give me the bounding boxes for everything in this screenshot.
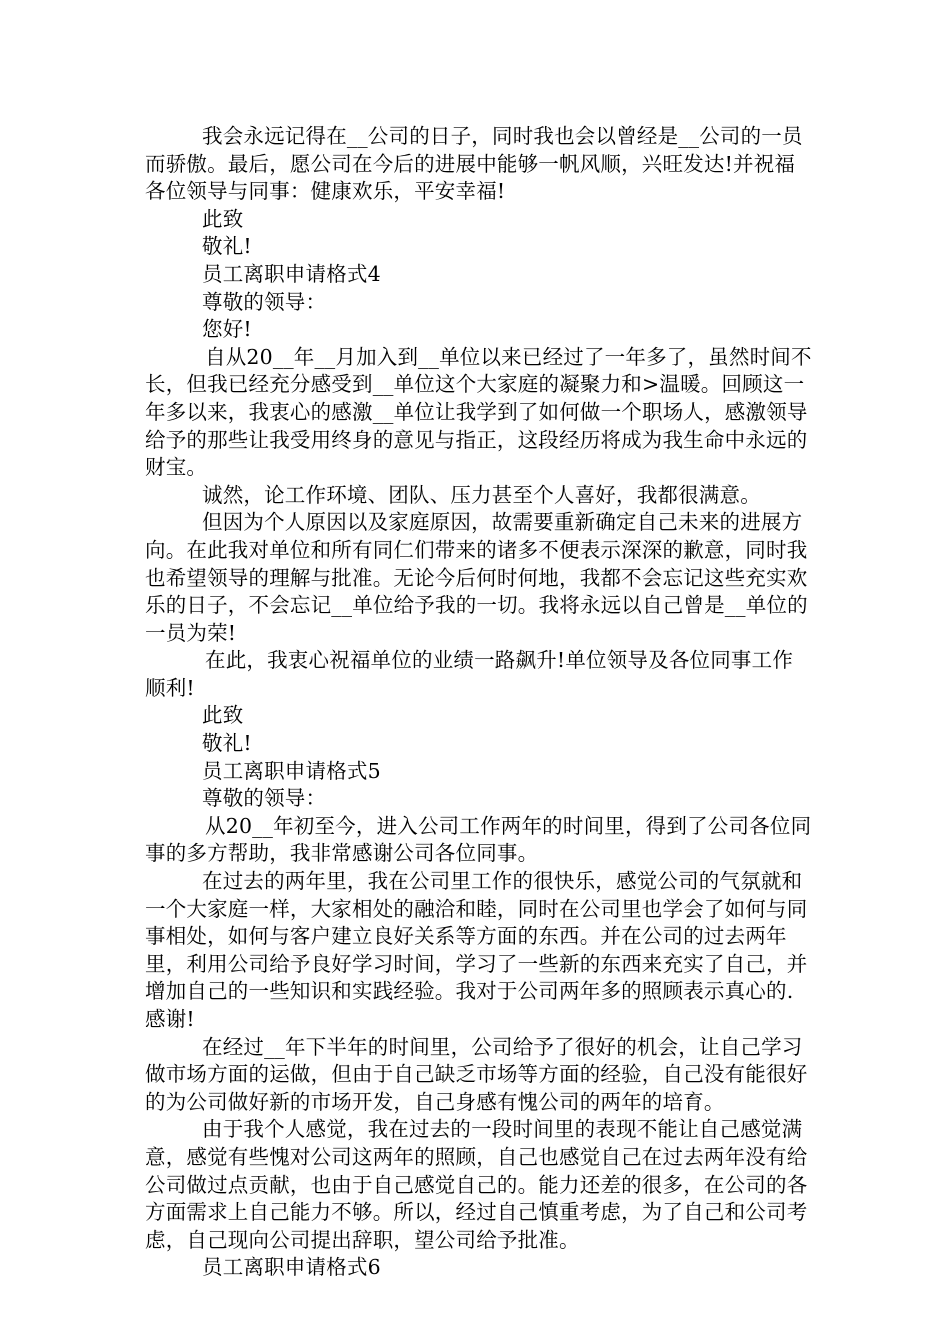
salutation-jingli-2: 敬礼! — [202, 731, 252, 756]
paragraph-resignation-reason: 由于我个人感觉，我在过去的一段时间里的表现不能让自己感觉满意，感觉有些愧对公司这两年的照顾，自己也感觉自己在过去两年没有给公司做过点贡献，也由于自己感觉自己的。能力还差的很多，在公司的各方面需求上自己能力不够。所以，经过自己慎重考虑，为了自己和公司考虑，自己现向公司提出辞职，望公司给予批准。 — [145, 1117, 808, 1252]
paragraph-market-work: 在经过__年下半年的时间里，公司给予了很好的机会，让自己学习做市场方面的运做，但由于自己缺乏市场等方面的经验，自己没有能很好的为公司做好新的市场开发，自己身感有愧公司的两年的培育。 — [145, 1034, 808, 1114]
section-heading-format-6: 员工离职申请格式6 — [202, 1255, 381, 1280]
paragraph-past-two-years: 在过去的两年里，我在公司里工作的很快乐，感觉公司的气氛就和一个大家庭一样，大家相处的融洽和睦，同时在公司里也学会了如何与同事相处，如何与客户建立良好关系等方面的东西。并在公司的过去两年里，利用公司给予良好学习时间，学习了一些新的东西来充实了自己，并增加自己的一些知识和实践经验。我对于公司两年多的照顾表示真心的.感谢! — [145, 869, 808, 1031]
greeting-hello: 您好! — [202, 317, 252, 342]
paragraph-two-years: 从20__年初至今，进入公司工作两年的时间里，得到了公司各位同事的多方帮助，我非常感谢公司各位同事。 — [145, 813, 812, 866]
salutation-cizhi: 此致 — [202, 206, 244, 231]
document-body — [145, 123, 813, 1282]
section-heading-format-5: 员工离职申请格式5 — [202, 758, 381, 783]
paragraph-satisfied: 诚然，论工作环境、团队、压力甚至个人喜好，我都很满意。 — [202, 482, 761, 507]
section-heading-format-4: 员工离职申请格式4 — [202, 261, 381, 286]
salutation-cizhi-2: 此致 — [202, 703, 244, 728]
paragraph-joined-unit: 自从20__年__月加入到__单位以来已经过了一年多了，虽然时间不长，但我已经充分感受到__单位这个大家庭的凝聚力和>温暖。回顾这一年多以来，我衷心的感激__单位让我学到了如何做一个职场人，感激领导给予的那些让我受用终身的意见与指正，这段经历将成为我生命中永远的财宝。 — [145, 344, 812, 480]
salutation-jingli: 敬礼! — [202, 234, 252, 259]
greeting-respected-leader-2: 尊敬的领导： — [202, 786, 327, 811]
paragraph-personal-reasons: 但因为个人原因以及家庭原因，故需要重新确定自己未来的进展方向。在此我对单位和所有同仁们带来的诸多不便表示深深的歉意，同时我也希望领导的理解与批准。无论今后何时何地，我都不会忘记这些充实欢乐的日子，不会忘记__单位给予我的一切。我将永远以自己曾是__单位的一员为荣! — [145, 510, 808, 645]
greeting-respected-leader: 尊敬的领导： — [202, 289, 327, 314]
paragraph-best-wishes: 在此，我衷心祝福单位的业绩一路飙升!单位领导及各位同事工作顺利! — [145, 648, 794, 700]
paragraph-closing-wishes: 我会永远记得在__公司的日子，同时我也会以曾经是__公司的一员而骄傲。最后，愿公司在今后的进展中能够一帆风顺，兴旺发达!并祝福各位领导与同事：健康欢乐，平安幸福! — [145, 124, 803, 204]
